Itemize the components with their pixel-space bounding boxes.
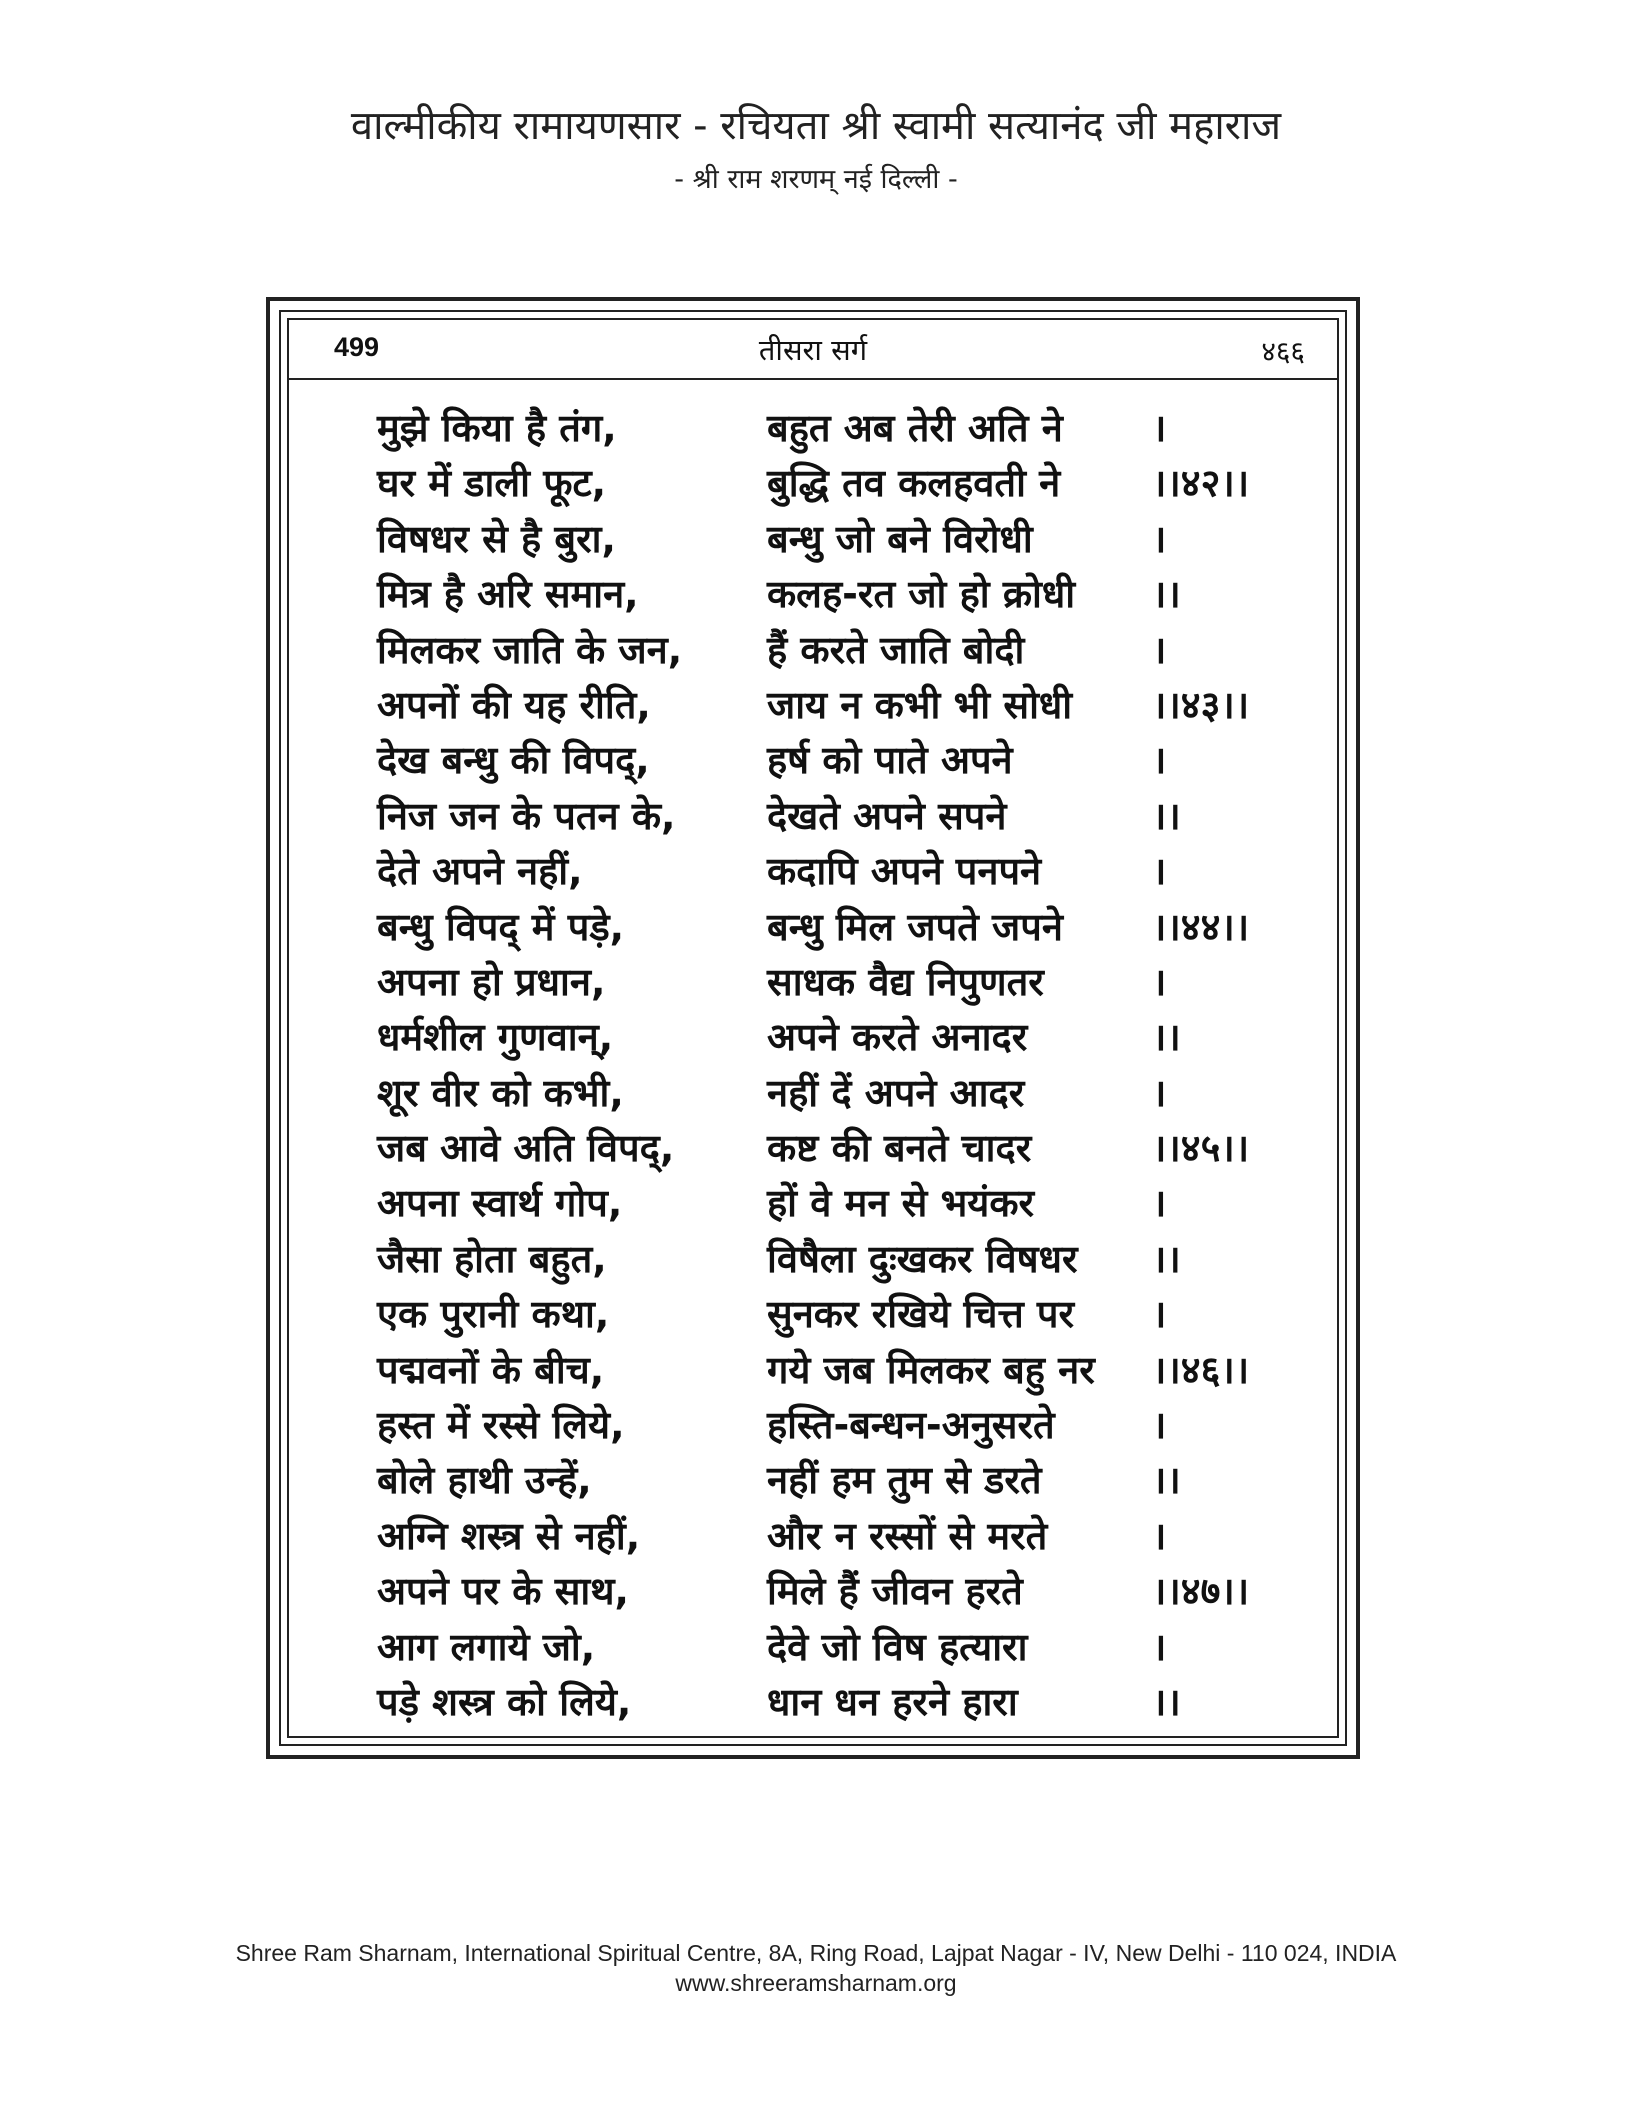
verse-second-half: विषैला दुःखकर विषधर <box>767 1236 1078 1281</box>
verse-line <box>289 736 1337 791</box>
verse-mark: ।। <box>1152 1458 1181 1503</box>
verse-first-half: विषधर से है बुरा, <box>377 516 616 561</box>
verse-first-half: अपना हो प्रधान, <box>377 959 606 1004</box>
verse-mark: । <box>1152 959 1167 1004</box>
verse-second-half: नहीं दें अपने आदर <box>767 1070 1025 1115</box>
verse-second-half: कष्ट की बनते चादर <box>767 1126 1032 1171</box>
verse-line <box>289 1013 1337 1068</box>
verse-line <box>289 404 1337 459</box>
verse-second-half: हस्ति-बन्धन-अनुसरते <box>767 1403 1055 1448</box>
verse-mark: ।।४४।। <box>1152 904 1250 949</box>
verse-first-half: जैसा होता बहुत, <box>377 1236 607 1281</box>
frame-inner-border <box>279 310 1347 1746</box>
verse-second-half: बन्धु जो बने विरोधी <box>767 516 1033 561</box>
verse-second-half: नहीं हम तुम से डरते <box>767 1458 1042 1503</box>
verse-first-half: बोले हाथी उन्हें, <box>377 1458 592 1503</box>
verse-first-half: देते अपने नहीं, <box>377 849 583 894</box>
page-header <box>0 100 1632 198</box>
verse-second-half: सुनकर रखिये चित्त पर <box>767 1292 1075 1337</box>
verse-second-half: कलह-रत जो हो क्रोधी <box>767 572 1076 617</box>
verse-line <box>289 1346 1337 1401</box>
verse-mark: ।। <box>1152 1679 1181 1724</box>
verse-mark: ।।४५।। <box>1152 1126 1250 1171</box>
verse-line <box>289 1235 1337 1290</box>
book-page-header <box>289 320 1337 380</box>
verse-line <box>289 1567 1337 1622</box>
verse-mark: । <box>1152 1292 1167 1337</box>
verse-first-half: एक पुरानी कथा, <box>377 1292 610 1337</box>
verse-mark: ।। <box>1152 572 1181 617</box>
verse-first-half: पद्मवनों के बीच, <box>377 1347 605 1392</box>
verse-mark: । <box>1152 1070 1167 1115</box>
verse-second-half: अपने करते अनादर <box>767 1015 1028 1060</box>
verse-first-half: देख बन्धु की विपद्, <box>377 738 650 783</box>
verse-line <box>289 570 1337 625</box>
verse-line <box>289 1456 1337 1511</box>
verse-line <box>289 1124 1337 1179</box>
footer-address: Shree Ram Sharnam, International Spiritual Centre, 8A, Ring Road, Lajpat Nagar - IV, New Delhi - 110 024, INDIA <box>235 1940 1397 1966</box>
verse-mark: ।।४२।। <box>1152 461 1250 506</box>
verse-line <box>289 1401 1337 1456</box>
verse-second-half: हर्ष को पाते अपने <box>767 738 1013 783</box>
verse-first-half: पड़े शस्त्र को लिये, <box>377 1679 632 1724</box>
verse-mark: । <box>1152 1181 1167 1226</box>
verse-first-half: शूर वीर को कभी, <box>377 1070 624 1115</box>
verse-line <box>289 1623 1337 1678</box>
verse-mark: ।। <box>1152 793 1181 838</box>
verse-line <box>289 903 1337 958</box>
verse-mark: । <box>1152 1624 1167 1669</box>
verse-second-half: देखते अपने सपने <box>767 793 1007 838</box>
verse-first-half: बन्धु विपद् में पड़े, <box>377 904 625 949</box>
verse-second-half: हैं करते जाति बोदी <box>767 627 1025 672</box>
verse-mark: । <box>1152 1403 1167 1448</box>
verse-line <box>289 626 1337 681</box>
verse-line <box>289 1678 1337 1733</box>
verse-second-half: हों वे मन से भयंकर <box>767 1181 1035 1226</box>
verse-second-half: देवे जो विष हत्यारा <box>767 1624 1028 1669</box>
document-subtitle: - श्री राम शरणम् नई दिल्ली - <box>674 164 958 195</box>
verse-mark: । <box>1152 738 1167 783</box>
verse-first-half: जब आवे अति विपद्, <box>377 1126 675 1171</box>
verse-mark: । <box>1152 627 1167 672</box>
document-title: वाल्मीकीय रामायणसार - रचियता श्री स्वामी सत्यानंद जी महाराज <box>350 103 1282 149</box>
verse-first-half: धर्मशील गुणवान्, <box>377 1015 614 1060</box>
verse-line <box>289 1512 1337 1567</box>
verse-second-half: बहुत अब तेरी अति ने <box>767 406 1063 450</box>
verse-second-half: बुद्धि तव कलहवती ने <box>767 461 1061 506</box>
verse-mark: ।। <box>1152 1015 1181 1060</box>
verse-first-half: आग लगाये जो, <box>377 1624 596 1669</box>
verse-first-half: अपनों की यह रीति, <box>377 682 651 727</box>
verse-mark: । <box>1152 1513 1167 1558</box>
verse-line <box>289 1069 1337 1124</box>
verse-first-half: निज जन के पतन के, <box>377 793 676 838</box>
verse-first-half: मित्र है अरि समान, <box>377 572 639 617</box>
verse-second-half: जाय न कभी भी सोधी <box>767 682 1073 727</box>
verse-mark: । <box>1152 516 1167 561</box>
verse-second-half: गये जब मिलकर बहु नर <box>767 1347 1095 1392</box>
verse-mark: ।।४३।। <box>1152 682 1250 727</box>
verse-first-half: मिलकर जाति के जन, <box>377 627 683 672</box>
verse-line <box>289 459 1337 514</box>
verse-mark: ।।४६।। <box>1152 1347 1250 1392</box>
verse-first-half: अपने पर के साथ, <box>377 1569 629 1614</box>
frame-content-border <box>287 318 1339 1738</box>
verse-list <box>289 404 1337 1733</box>
verse-second-half: साधक वैद्य निपुणतर <box>767 959 1044 1004</box>
verse-first-half: घर में डाली फूट, <box>377 461 607 506</box>
page-footer <box>0 1938 1632 1998</box>
verse-first-half: अपना स्वार्थ गोप, <box>377 1181 623 1226</box>
footer-website: www.shreeramsharnam.org <box>675 1970 957 1996</box>
verse-mark: ।। <box>1152 1236 1181 1281</box>
verse-second-half: बन्धु मिल जपते जपने <box>767 904 1063 949</box>
verse-second-half: मिले हैं जीवन हरते <box>767 1569 1023 1614</box>
verse-second-half: धान धन हरने हारा <box>767 1679 1018 1724</box>
verse-mark: । <box>1152 406 1167 450</box>
verse-line <box>289 515 1337 570</box>
verse-line <box>289 1179 1337 1234</box>
verse-line <box>289 681 1337 736</box>
verse-line <box>289 847 1337 902</box>
verse-line <box>289 1290 1337 1345</box>
verse-first-half: अग्नि शस्त्र से नहीं, <box>377 1513 641 1558</box>
verse-second-half: कदापि अपने पनपने <box>767 849 1042 894</box>
verse-line <box>289 792 1337 847</box>
verse-first-half: हस्त में रस्से लिये, <box>377 1403 625 1448</box>
verse-mark: । <box>1152 849 1167 894</box>
verse-first-half: मुझे किया है तंग, <box>377 406 617 450</box>
scripture-page-frame <box>266 297 1360 1759</box>
verse-mark: ।।४७।। <box>1152 1569 1250 1614</box>
chapter-title: तीसरा सर्ग <box>758 333 868 367</box>
verse-line <box>289 958 1337 1013</box>
book-page-number-left: 499 <box>334 332 380 362</box>
book-page-number-right: ४६६ <box>1261 335 1305 368</box>
verse-second-half: और न रस्सों से मरते <box>767 1513 1048 1558</box>
